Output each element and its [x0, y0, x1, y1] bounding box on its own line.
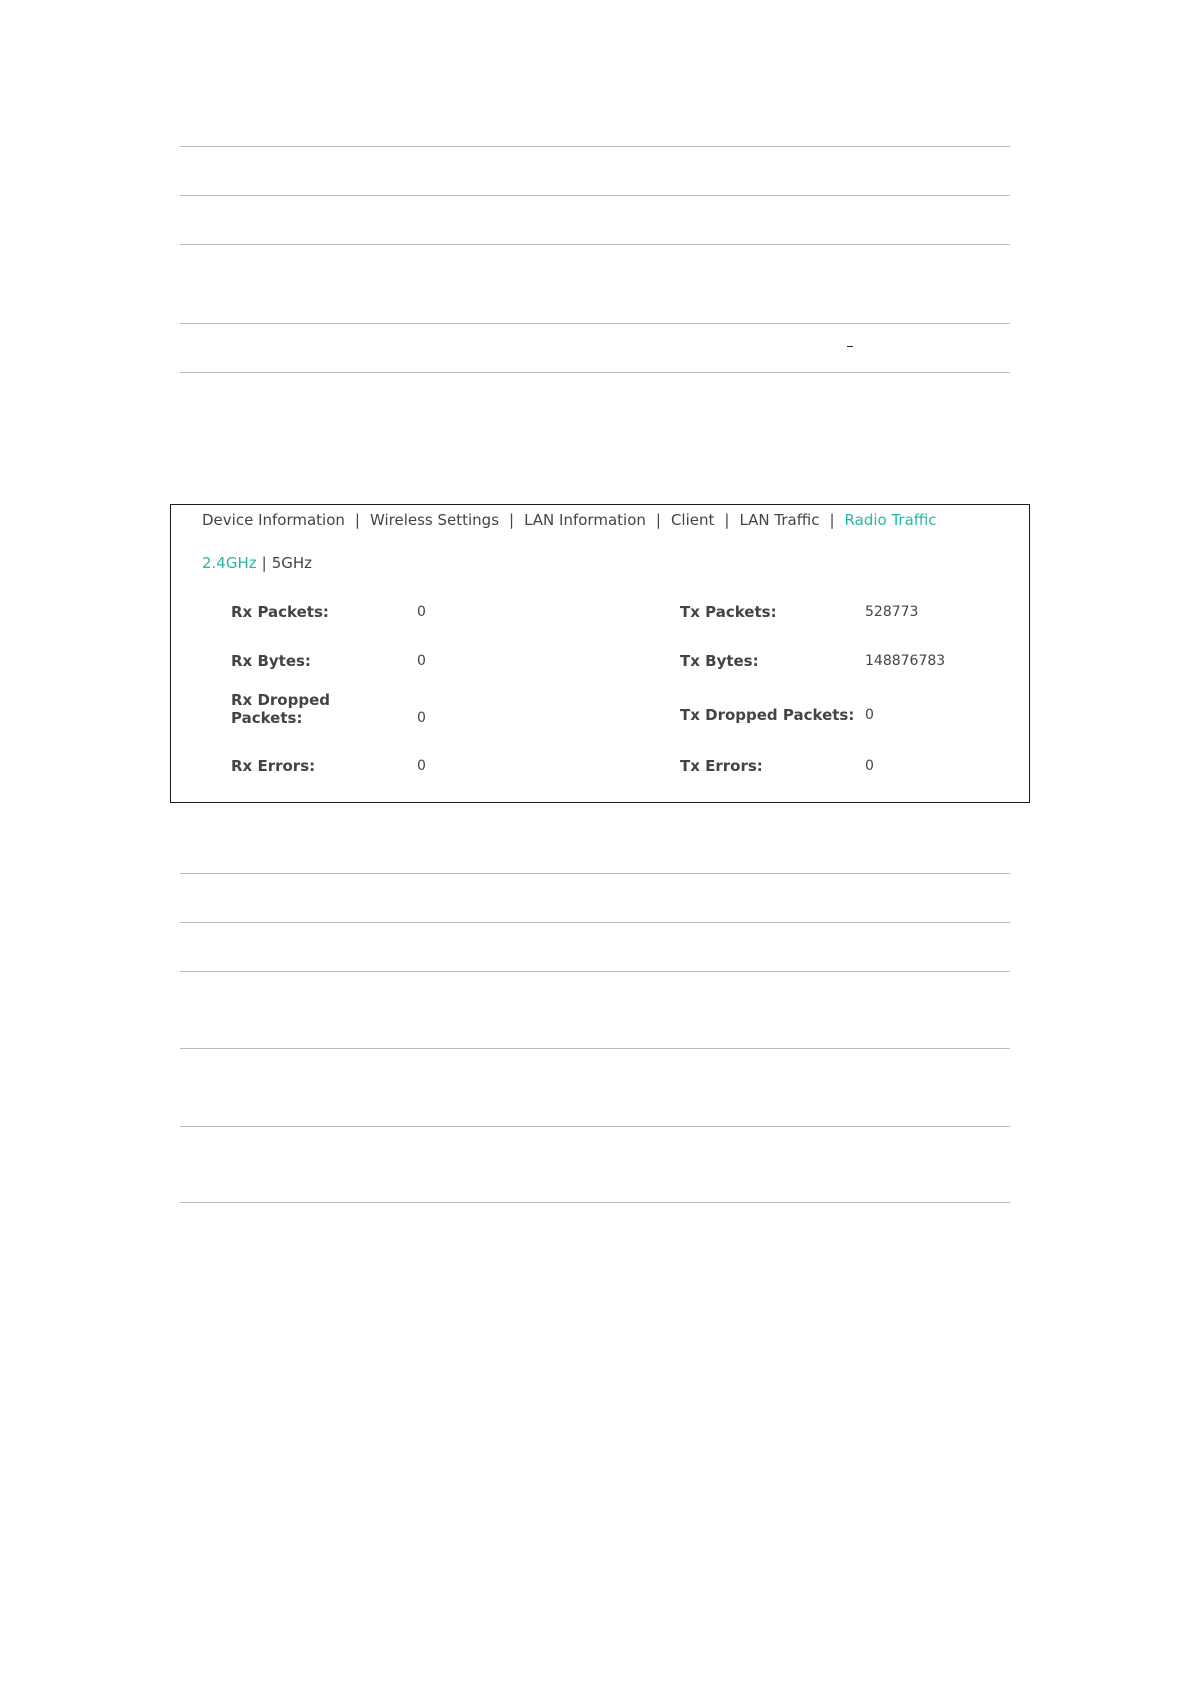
- dash-mark: [847, 346, 853, 347]
- tab-separator: |: [509, 511, 515, 529]
- tx-bytes-value: 148876783: [865, 653, 946, 669]
- rx-bytes-label: Rx Bytes:: [231, 652, 311, 670]
- rx-packets-value: 0: [417, 604, 426, 620]
- divider-line: [180, 195, 1010, 196]
- divider-line: [180, 372, 1010, 373]
- divider-line: [180, 971, 1010, 972]
- tx-bytes-label: Tx Bytes:: [680, 652, 759, 670]
- divider-line: [180, 323, 1010, 324]
- status-tabs: [202, 511, 937, 529]
- tab-separator: |: [724, 511, 730, 529]
- tab-client[interactable]: Client: [670, 511, 715, 529]
- tx-dropped-packets-value: 0: [865, 707, 874, 723]
- rx-dropped-packets-value: 0: [417, 710, 426, 726]
- tx-packets-value: 528773: [865, 604, 919, 620]
- divider-line: [180, 1202, 1010, 1203]
- tx-dropped-packets-label: Tx Dropped Packets:: [680, 706, 855, 724]
- rx-bytes-value: 0: [417, 653, 426, 669]
- divider-line: [180, 873, 1010, 874]
- tab-wireless-settings[interactable]: Wireless Settings: [369, 511, 500, 529]
- radio-traffic-panel: [170, 504, 1030, 803]
- tx-errors-value: 0: [865, 758, 874, 774]
- tab-separator: |: [829, 511, 835, 529]
- divider-line: [180, 1126, 1010, 1127]
- tx-errors-label: Tx Errors:: [680, 757, 763, 775]
- tab-separator: |: [655, 511, 661, 529]
- tab-separator: |: [354, 511, 360, 529]
- divider-line: [180, 146, 1010, 147]
- tab-lan-traffic[interactable]: LAN Traffic: [739, 511, 820, 529]
- divider-line: [180, 1048, 1010, 1049]
- tab-device-information[interactable]: Device Information: [202, 511, 345, 529]
- rx-packets-label: Rx Packets:: [231, 603, 329, 621]
- tx-packets-label: Tx Packets:: [680, 603, 777, 621]
- band-selector: [202, 554, 312, 572]
- divider-line: [180, 244, 1010, 245]
- band-2-4ghz[interactable]: 2.4GHz: [202, 554, 257, 572]
- band-separator: |: [261, 554, 267, 572]
- tab-lan-information[interactable]: LAN Information: [524, 511, 646, 529]
- divider-line: [180, 922, 1010, 923]
- band-5ghz[interactable]: 5GHz: [271, 554, 313, 572]
- tab-radio-traffic[interactable]: Radio Traffic: [844, 511, 937, 529]
- rx-errors-label: Rx Errors:: [231, 757, 316, 775]
- rx-dropped-packets-label: Rx Dropped Packets:: [231, 691, 330, 727]
- rx-errors-value: 0: [417, 758, 426, 774]
